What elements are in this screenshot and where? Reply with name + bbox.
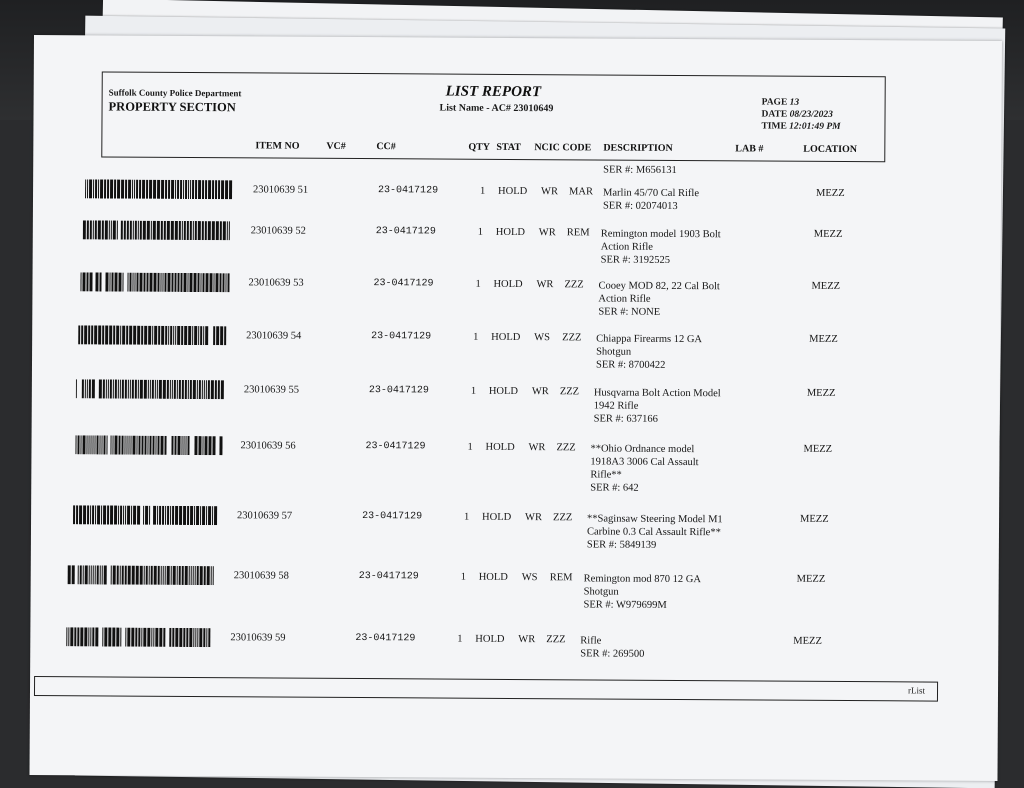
ncic-code-2: REM — [549, 572, 573, 584]
location: MEZZ — [796, 573, 826, 585]
description-line: **Ohio Ordnance model — [590, 443, 695, 456]
status: HOLD — [498, 185, 528, 198]
item-number: 23010639 54 — [246, 330, 302, 342]
column-header-description: DESCRIPTION — [603, 142, 673, 154]
ncic-code-1: WR — [531, 386, 549, 398]
quantity: 1 — [480, 185, 486, 197]
description — [601, 228, 751, 268]
table-row — [21, 435, 921, 494]
cc-number: 23-0417129 — [378, 185, 439, 197]
ncic-code-2: ZZZ — [562, 332, 582, 344]
status: HOLD — [482, 511, 512, 523]
cc-number: 23-0417129 — [355, 633, 416, 645]
status: HOLD — [475, 633, 505, 645]
quantity: 1 — [473, 331, 479, 343]
cc-number: 23-0417129 — [358, 571, 419, 583]
table-row — [26, 325, 926, 371]
status: HOLD — [478, 571, 508, 583]
location: MEZZ — [811, 280, 841, 292]
barcode-icon — [80, 272, 230, 292]
ncic-code-2: ZZZ — [564, 279, 584, 291]
quantity: 1 — [477, 226, 484, 238]
status: HOLD — [485, 441, 515, 453]
time-value: 12:01:49 PM — [789, 121, 841, 132]
description-line: SER #: 637166 — [593, 413, 658, 425]
page-value: 13 — [789, 97, 800, 108]
item-number: 23010639 59 — [230, 632, 286, 644]
location: MEZZ — [803, 443, 833, 455]
status: HOLD — [491, 331, 521, 344]
description-line: Shotgun — [583, 586, 619, 598]
description — [580, 634, 730, 661]
description-line: 1918A3 3006 Cal Assault — [590, 456, 699, 469]
ncic-code-2: ZZZ — [546, 634, 566, 646]
location: MEZZ — [809, 333, 838, 345]
quantity: 1 — [457, 633, 463, 645]
description-line: Chiappa Firearms 12 GA — [596, 333, 703, 346]
description — [594, 386, 744, 426]
ncic-code-1: WR — [538, 227, 556, 239]
column-header-qty: QTY — [468, 141, 491, 153]
report-title: LIST REPORT — [445, 83, 542, 101]
description-line: Rifle** — [590, 469, 622, 481]
ncic-code-2: ZZZ — [553, 512, 573, 524]
item-number: 23010639 53 — [248, 277, 304, 289]
quantity: 1 — [467, 441, 473, 453]
column-header-lab: LAB # — [735, 143, 764, 155]
table-row — [14, 565, 914, 611]
footer-frame — [34, 676, 938, 702]
description-line: Marlin 45/70 Cal Rifle — [603, 187, 700, 200]
description-line: Carbine 0.3 Cal Assault Rifle** — [586, 526, 721, 539]
table-row — [24, 379, 924, 425]
column-header-vc: VC# — [326, 140, 346, 152]
quantity: 1 — [475, 278, 481, 290]
description-line: **Saginsaw Steering Model M1 — [587, 513, 723, 526]
description-line: Shotgun — [596, 346, 632, 358]
description — [603, 187, 753, 214]
ncic-code-1: WR — [528, 442, 546, 454]
section-name: PROPERTY SECTION — [108, 99, 236, 115]
ncic-code-1: WR — [525, 512, 543, 524]
table-row — [33, 179, 933, 212]
quantity: 1 — [464, 511, 470, 523]
status: HOLD — [488, 385, 519, 398]
ncic-code-1: WR — [541, 186, 559, 198]
column-header-cc: CC# — [376, 141, 396, 153]
footer-label: rList — [907, 685, 926, 696]
cc-number: 23-0417129 — [362, 511, 423, 523]
description-line: SER #: 8700422 — [595, 359, 666, 371]
item-number: 23010639 58 — [233, 570, 289, 582]
description-line: SER #: 642 — [590, 482, 639, 494]
description-line: Husqvarna Bolt Action Model — [593, 387, 721, 400]
description-line: Cooey MOD 82, 22 Cal Bolt — [598, 280, 720, 293]
quantity: 1 — [460, 571, 466, 583]
page-label: PAGE — [761, 97, 788, 108]
description-line: SER #: W979699M — [583, 599, 667, 611]
item-number: 23010639 52 — [250, 225, 306, 237]
ncic-code-1: WS — [521, 572, 538, 584]
location: MEZZ — [806, 387, 836, 399]
location: MEZZ — [800, 513, 829, 525]
description-line: SER #: 02074013 — [602, 200, 678, 212]
report-meta — [761, 96, 840, 132]
time-label: TIME — [761, 121, 787, 132]
location: MEZZ — [816, 187, 845, 199]
barcode-icon — [76, 379, 226, 399]
status: HOLD — [493, 278, 523, 291]
ncic-code-2: REM — [566, 227, 590, 239]
description-line: SER #: 5849139 — [586, 539, 657, 551]
previous-row-serial: SER #: M656131 — [603, 164, 677, 176]
description-line: SER #: 269500 — [580, 648, 645, 660]
report-page — [29, 35, 1002, 781]
description-line: SER #: 3192525 — [600, 254, 671, 266]
description — [587, 512, 737, 552]
description-line: Remington mod 870 12 GA — [583, 573, 701, 586]
quantity: 1 — [470, 385, 477, 397]
status: HOLD — [495, 226, 526, 239]
description — [590, 442, 740, 495]
description-line: Action Rifle — [598, 293, 651, 305]
date-value: 08/23/2023 — [789, 109, 833, 120]
barcode-icon — [62, 627, 212, 647]
barcode-icon — [66, 565, 216, 585]
barcode-icon — [69, 505, 219, 525]
barcode-icon — [83, 220, 233, 240]
table-row — [29, 272, 929, 318]
barcode-icon — [85, 179, 235, 199]
table-row — [10, 627, 910, 660]
ncic-code-2: ZZZ — [556, 442, 576, 454]
ncic-code-1: WS — [534, 332, 550, 344]
description — [583, 572, 733, 612]
table-row — [17, 505, 917, 551]
description-line: SER #: NONE — [598, 306, 661, 318]
barcode-icon — [72, 435, 222, 455]
ncic-code-1: WR — [536, 279, 554, 291]
ncic-code-2: ZZZ — [559, 386, 580, 398]
description — [598, 279, 748, 319]
description-line: Rifle — [580, 635, 602, 647]
column-header-item-no: ITEM NO — [255, 140, 300, 152]
item-number: 23010639 57 — [237, 510, 293, 522]
cc-number: 23-0417129 — [371, 331, 432, 343]
column-header-location: LOCATION — [803, 143, 858, 156]
ncic-code-2: MAR — [569, 186, 594, 198]
cc-number: 23-0417129 — [375, 226, 436, 238]
cc-number: 23-0417129 — [365, 441, 426, 453]
location: MEZZ — [813, 228, 843, 240]
ncic-code-1: WR — [518, 634, 536, 646]
item-number: 23010639 55 — [243, 384, 300, 396]
item-number: 23010639 51 — [253, 184, 309, 196]
list-name: List Name - AC# 23010649 — [439, 102, 554, 115]
cc-number: 23-0417129 — [368, 385, 429, 397]
barcode-icon — [78, 325, 228, 345]
description-line: 1942 Rifle — [593, 400, 639, 412]
description — [596, 332, 746, 372]
cc-number: 23-0417129 — [373, 278, 434, 290]
date-label: DATE — [761, 109, 788, 120]
item-number: 23010639 56 — [240, 440, 296, 452]
department-name: Suffolk County Police Department — [108, 87, 242, 99]
column-header-stat: STAT — [496, 141, 522, 154]
table-row — [31, 220, 931, 266]
description-line: Action Rifle — [600, 241, 653, 253]
description-line: Remington model 1903 Bolt — [600, 228, 721, 241]
column-header-ncic: NCIC CODE — [534, 142, 592, 154]
location: MEZZ — [793, 635, 822, 647]
